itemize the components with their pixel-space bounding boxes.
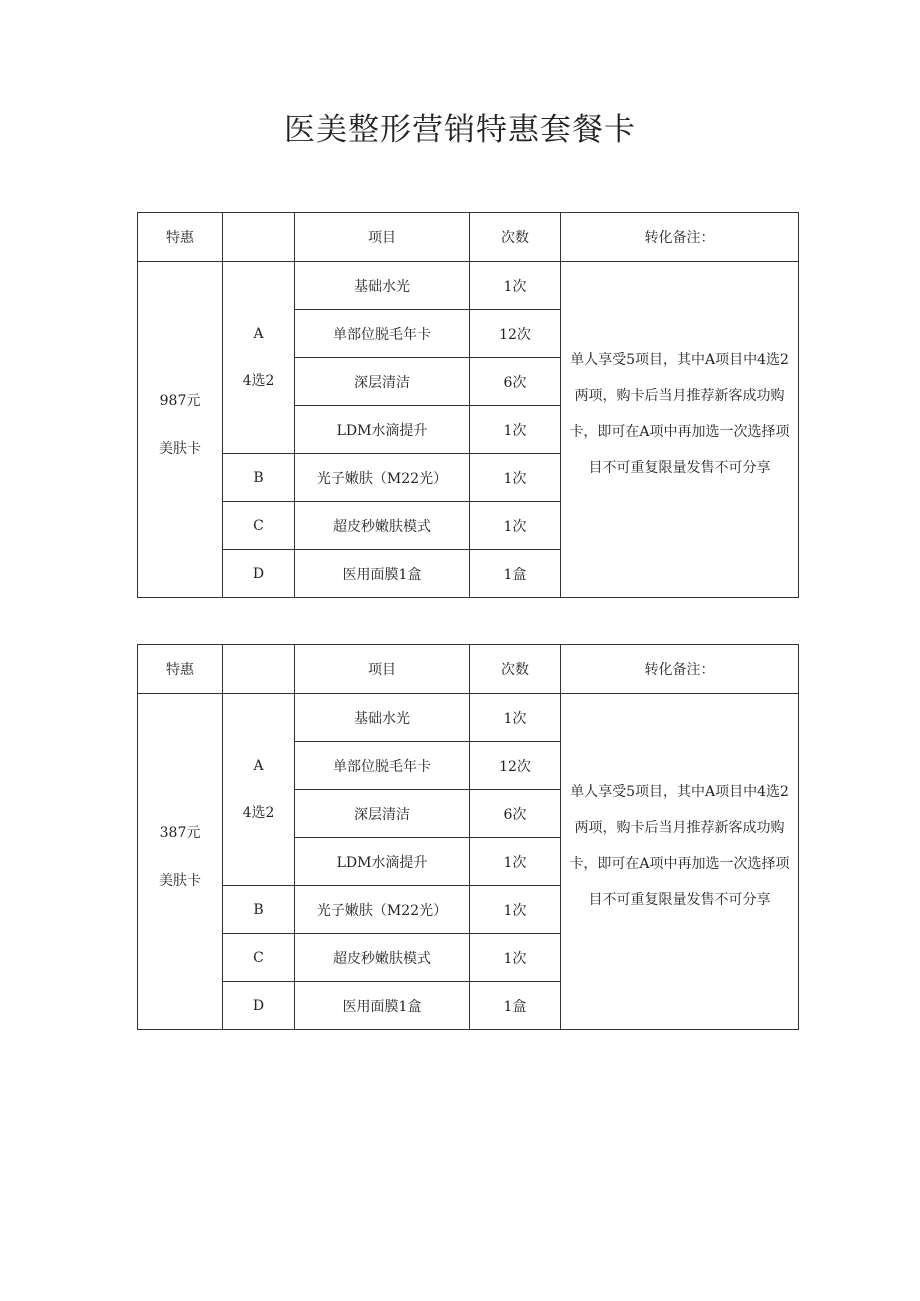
item-count: 1次	[470, 406, 561, 454]
group-sub-label: 4选2	[242, 804, 275, 821]
group-label: B	[223, 886, 295, 934]
card-name: 美肤卡	[159, 872, 201, 889]
price-cell	[138, 694, 223, 1030]
header-special: 特惠	[138, 645, 223, 694]
header-note: 转化备注：	[561, 645, 799, 694]
item-count: 1盒	[470, 982, 561, 1030]
item-name: LDM水滴提升	[295, 406, 470, 454]
group-label: A	[253, 757, 264, 774]
table-header-row	[138, 645, 799, 694]
price-value: 987元	[159, 392, 201, 409]
header-count: 次数	[470, 645, 561, 694]
item-count: 1次	[470, 262, 561, 310]
item-name: 基础水光	[295, 262, 470, 310]
item-count: 1次	[470, 502, 561, 550]
group-sub-label: 4选2	[242, 372, 275, 389]
price-cell	[138, 262, 223, 598]
item-name: 单部位脱毛年卡	[295, 310, 470, 358]
group-a-cell	[223, 262, 295, 454]
item-count: 6次	[470, 790, 561, 838]
note-text: 单人享受5项目，其中A项目中4选2两项，购卡后当月推荐新客成功购卡，即可在A项中再加选一次选择项目不可重复限量发售不可分享	[569, 351, 790, 476]
item-name: 医用面膜1盒	[295, 550, 470, 598]
item-name: 医用面膜1盒	[295, 982, 470, 1030]
table-row	[138, 694, 799, 742]
item-count: 1次	[470, 886, 561, 934]
page-title: 医美整形营销特惠套餐卡	[284, 112, 636, 148]
header-group	[223, 213, 295, 262]
group-label: A	[253, 325, 264, 342]
item-name: 光子嫩肤（M22光）	[295, 454, 470, 502]
table-row	[138, 262, 799, 310]
item-count: 1次	[470, 694, 561, 742]
note-cell	[561, 262, 799, 598]
note-text: 单人享受5项目，其中A项目中4选2两项，购卡后当月推荐新客成功购卡，即可在A项中再加选一次选择项目不可重复限量发售不可分享	[569, 783, 790, 908]
header-item: 项目	[295, 645, 470, 694]
item-count: 12次	[470, 742, 561, 790]
item-name: 光子嫩肤（M22光）	[295, 886, 470, 934]
group-label: D	[223, 982, 295, 1030]
group-label: B	[223, 454, 295, 502]
header-group	[223, 645, 295, 694]
card-name: 美肤卡	[159, 440, 201, 457]
item-count: 1盒	[470, 550, 561, 598]
header-note: 转化备注：	[561, 213, 799, 262]
item-name: 超皮秒嫩肤模式	[295, 502, 470, 550]
item-name: 深层清洁	[295, 358, 470, 406]
group-label: C	[223, 502, 295, 550]
group-a-cell	[223, 694, 295, 886]
package-table-1	[137, 212, 799, 598]
item-name: 单部位脱毛年卡	[295, 742, 470, 790]
item-count: 12次	[470, 310, 561, 358]
item-count: 1次	[470, 454, 561, 502]
group-label: D	[223, 550, 295, 598]
item-name: 基础水光	[295, 694, 470, 742]
group-label: C	[223, 934, 295, 982]
item-name: LDM水滴提升	[295, 838, 470, 886]
package-table-2	[137, 644, 799, 1030]
item-name: 深层清洁	[295, 790, 470, 838]
item-name: 超皮秒嫩肤模式	[295, 934, 470, 982]
item-count: 1次	[470, 934, 561, 982]
item-count: 6次	[470, 358, 561, 406]
price-value: 387元	[159, 824, 201, 841]
table-header-row	[138, 213, 799, 262]
header-item: 项目	[295, 213, 470, 262]
header-special: 特惠	[138, 213, 223, 262]
header-count: 次数	[470, 213, 561, 262]
item-count: 1次	[470, 838, 561, 886]
note-cell	[561, 694, 799, 1030]
